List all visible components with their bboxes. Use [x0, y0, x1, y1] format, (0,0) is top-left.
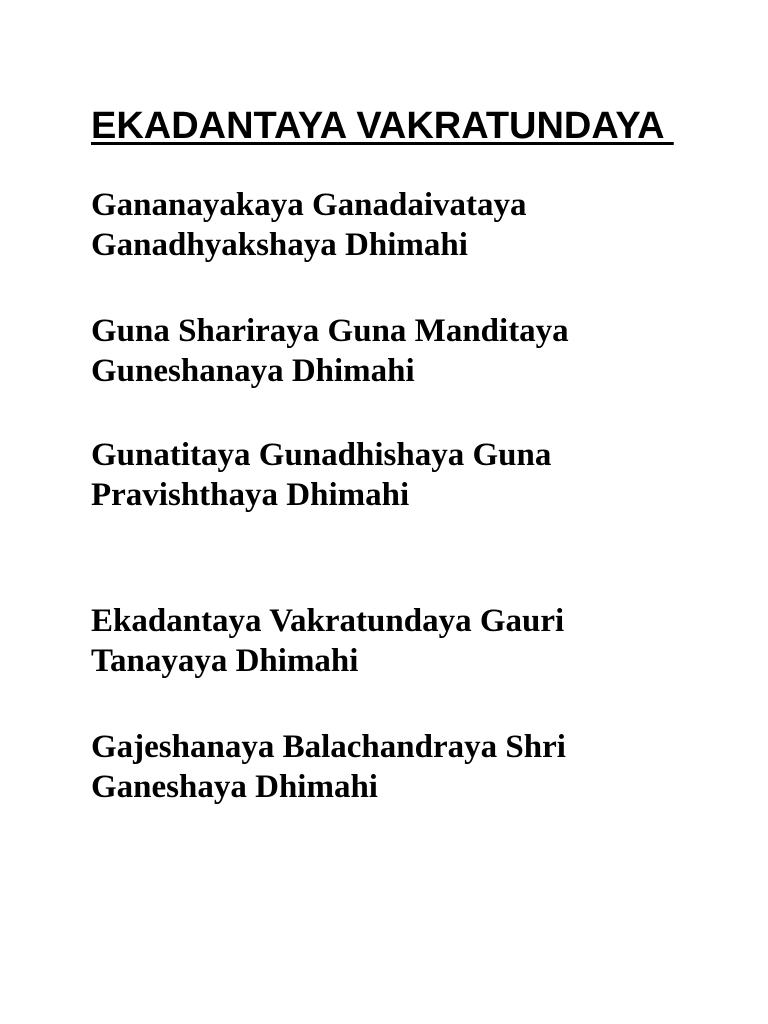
verse-line: Gananayakaya Ganadaivataya — [91, 187, 527, 223]
verse-line: Ekadantaya Vakratundaya Gauri — [91, 603, 565, 639]
verse-4 — [91, 601, 564, 681]
verse-line: Guna Shariraya Guna Manditaya — [91, 313, 569, 349]
verse-line: Gajeshanaya Balachandraya Shri — [91, 729, 566, 765]
verse-2 — [91, 311, 569, 391]
verse-1 — [91, 185, 527, 265]
verse-3 — [91, 435, 551, 515]
verse-line: Guneshanaya Dhimahi — [91, 353, 415, 389]
verse-line: Gunatitaya Gunadhishaya Guna — [91, 437, 552, 473]
document-title: EKADANTAYA VAKRATUNDAYA — [91, 105, 674, 147]
verse-line: Tanayaya Dhimahi — [91, 643, 359, 679]
verse-line: Pravishthaya Dhimahi — [91, 477, 410, 513]
verse-line: Ganeshaya Dhimahi — [91, 769, 378, 805]
verse-5 — [91, 727, 566, 807]
verse-line: Ganadhyakshaya Dhimahi — [91, 227, 468, 263]
